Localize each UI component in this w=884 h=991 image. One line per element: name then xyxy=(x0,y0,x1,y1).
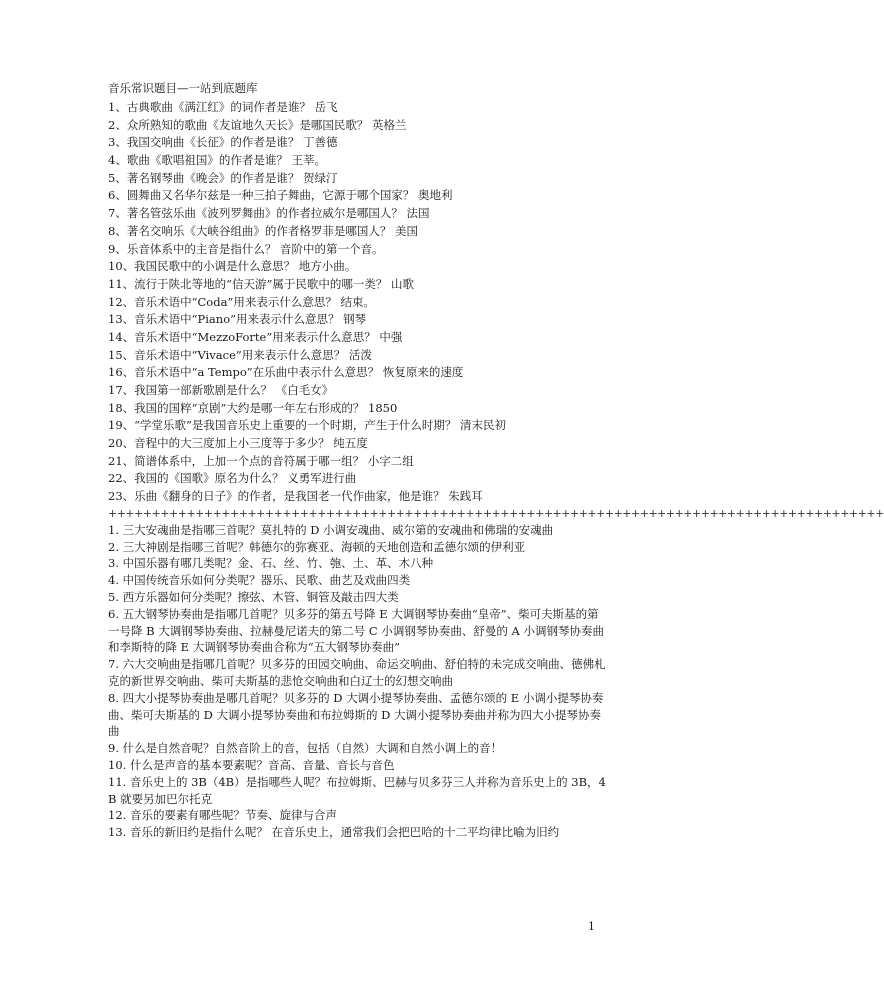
section-divider: +++++++++++++++++++++++++++++++++++++++++++++++++++++++++++++++++++++++++++++++++++++++++ xyxy=(108,506,884,520)
knowledge-item: 1. 三大安魂曲是指哪三首呢？莫扎特的 D 小调安魂曲、威尔第的安魂曲和佛瑞的安魂曲 xyxy=(108,522,554,537)
knowledge-item: 4. 中国传统音乐如何分类呢？器乐、民歌、曲艺及戏曲四类 xyxy=(108,573,411,588)
page-number: 1 xyxy=(588,920,595,933)
knowledge-item: 6. 五大钢琴协奏曲是指哪几首呢？贝多芬的第五号降 E 大调钢琴协奏曲“皇帝”、柴可夫斯基的第一号降 B 大调钢琴协奏曲、拉赫曼尼诺夫的第二号 C 小调钢琴协奏曲、舒曼的 A 小调钢琴协奏曲和李斯特的降 E 大调钢琴协奏曲合称为“五大钢琴协奏曲” xyxy=(108,606,604,655)
knowledge-item: 10. 什么是声音的基本要素呢？音高、音量、音长与音色 xyxy=(108,757,395,772)
knowledge-item: 3. 中国乐器有哪几类呢？金、石、丝、竹、匏、土、革、木八种 xyxy=(108,556,434,571)
quiz-item: 5、著名钢琴曲《晚会》的作者是谁？ 贺绿汀 xyxy=(108,170,338,185)
quiz-item: 19、“学堂乐歌”是我国音乐史上重要的一个时期，产生于什么时期？ 清末民初 xyxy=(108,418,507,433)
quiz-item: 16、音乐术语中“a Tempo”在乐曲中表示什么意思？ 恢复原来的速度 xyxy=(108,365,464,380)
quiz-item: 22、我国的《国歌》原名为什么？ 义勇军进行曲 xyxy=(108,471,357,486)
knowledge-item: 8. 四大小提琴协奏曲是哪几首呢？贝多芬的 D 大调小提琴协奏曲、孟德尔颂的 E 小调小提琴协奏曲、柴可夫斯基的 D 大调小提琴协奏曲和布拉姆斯的 D 大调小提琴协奏曲并称为四大小提琴协奏曲 xyxy=(108,690,604,739)
knowledge-list xyxy=(108,522,608,841)
quiz-item: 23、乐曲《翻身的日子》的作者，是我国老一代作曲家，他是谁？ 朱践耳 xyxy=(108,489,483,504)
quiz-item: 11、流行于陕北等地的“信天游”属于民歌中的哪一类？ 山歌 xyxy=(108,276,415,291)
quiz-item: 2、众所熟知的歌曲《友谊地久天长》是哪国民歌？ 英格兰 xyxy=(108,117,407,132)
quiz-item: 20、音程中的大三度加上小三度等于多少？ 纯五度 xyxy=(108,436,368,451)
quiz-item: 13、音乐术语中“Piano”用来表示什么意思？ 钢琴 xyxy=(108,312,367,327)
document-title: 音乐常识题目—一站到底题库 xyxy=(108,81,258,95)
knowledge-item: 2. 三大神剧是指哪三首呢？韩德尔的弥赛亚、海顿的天地创造和孟德尔颂的伊利亚 xyxy=(108,539,526,554)
quiz-item: 3、我国交响曲《长征》的作者是谁？ 丁善德 xyxy=(108,135,338,150)
quiz-item: 10、我国民歌中的小调是什么意思？ 地方小曲。 xyxy=(108,259,357,274)
quiz-item: 17、我国第一部新歌剧是什么？ 《白毛女》 xyxy=(108,383,334,397)
quiz-item: 15、音乐术语中“Vivace”用来表示什么意思？ 活泼 xyxy=(108,347,372,362)
knowledge-item: 13. 音乐的新旧约是指什么呢？ 在音乐史上，通常我们会把巴哈的十二平均律比喻为旧约 xyxy=(108,825,560,840)
quiz-list xyxy=(108,99,608,506)
document-body xyxy=(108,80,884,841)
quiz-item: 8、著名交响乐《大峡谷组曲》的作者格罗菲是哪国人？ 美国 xyxy=(108,223,418,238)
quiz-item: 14、音乐术语中“MezzoForte”用来表示什么意思？ 中强 xyxy=(108,329,403,344)
knowledge-item: 5. 西方乐器如何分类呢？擦弦、木管、铜管及敲击四大类 xyxy=(108,590,399,604)
knowledge-item: 9. 什么是自然音呢？自然音阶上的音，包括（自然）大调和自然小调上的音！ xyxy=(108,741,503,756)
quiz-item: 18、我国的国粹“京剧”大约是哪一年左右形成的？ 1850 xyxy=(108,400,398,415)
quiz-item: 1、古典歌曲《满江红》的词作者是谁？ 岳飞 xyxy=(108,100,338,114)
quiz-item: 9、乐音体系中的主音是指什么？ 音阶中的第一个音。 xyxy=(108,241,384,256)
knowledge-item: 11. 音乐史上的 3B（4B）是指哪些人呢？布拉姆斯、巴赫与贝多芬三人并称为音乐史上的 3B，4B 就要另加巴尔托克 xyxy=(108,774,606,806)
quiz-item: 12、音乐术语中“Coda”用来表示什么意思？ 结束。 xyxy=(108,294,375,309)
quiz-item: 4、歌曲《歌唱祖国》的作者是谁？ 王莘。 xyxy=(108,153,326,168)
quiz-item: 7、著名管弦乐曲《波列罗舞曲》的作者拉威尔是哪国人？ 法国 xyxy=(108,206,430,221)
quiz-item: 6、圆舞曲又名华尔兹是一种三拍子舞曲，它源于哪个国家？ 奥地利 xyxy=(108,188,453,203)
knowledge-item: 12. 音乐的要素有哪些呢？节奏、旋律与合声 xyxy=(108,808,337,823)
quiz-item: 21、简谱体系中，上加一个点的音符属于哪一组？ 小字二组 xyxy=(108,453,414,468)
knowledge-item: 7. 六大交响曲是指哪几首呢？贝多芬的田园交响曲、命运交响曲、舒伯特的未完成交响曲、德佛札克的新世界交响曲、柴可夫斯基的悲怆交响曲和白辽士的幻想交响曲 xyxy=(108,657,606,688)
